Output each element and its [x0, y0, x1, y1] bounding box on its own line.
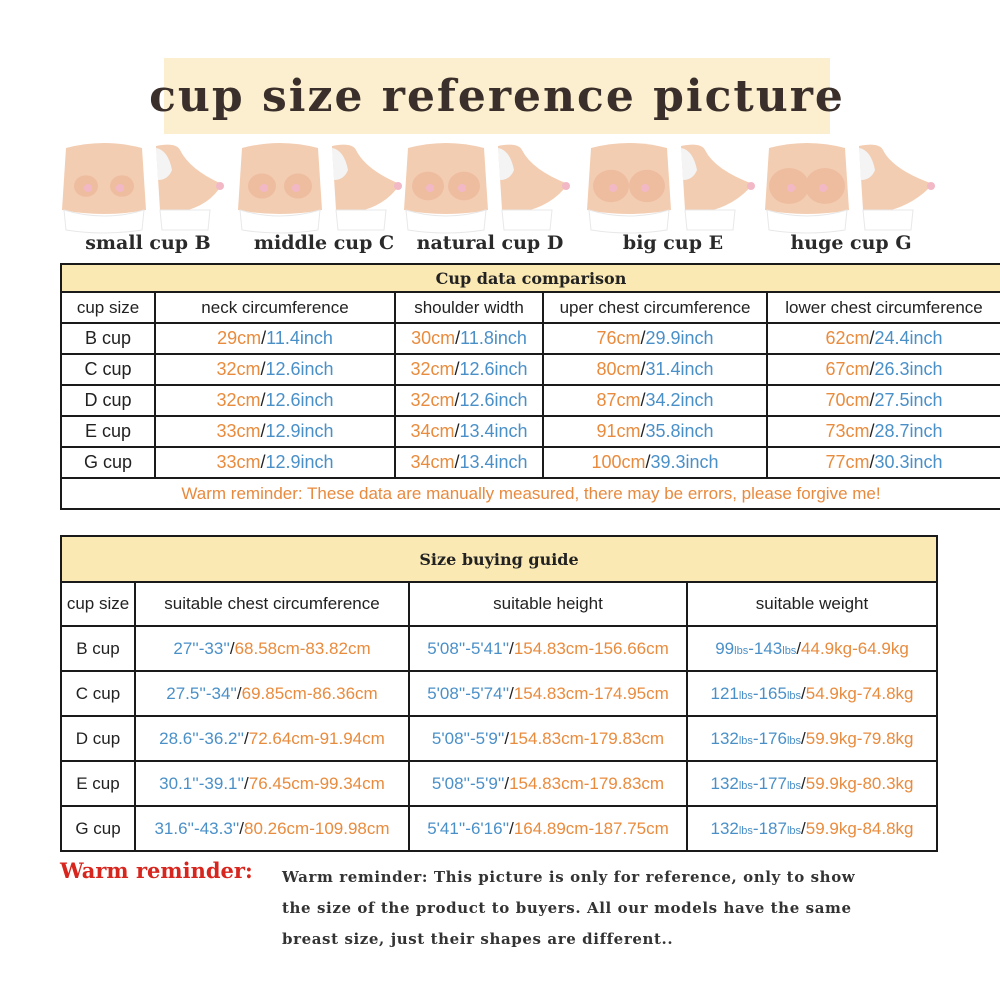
- cup-figure-g: [763, 140, 939, 260]
- cup-size-cell: B cup: [61, 626, 135, 671]
- cup-size-cell: C cup: [61, 671, 135, 716]
- cup-e-illustration: [585, 140, 761, 236]
- col-header-lower-chest: lower chest circumference: [767, 292, 1000, 323]
- neck-cell: 33cm/12.9inch: [155, 416, 395, 447]
- cup-d-illustration: [402, 140, 578, 236]
- table-row: [61, 416, 1000, 447]
- height-cell: 5'08''-5'9''/154.83cm-179.83cm: [409, 761, 687, 806]
- cup-label-e: big cup E: [622, 232, 724, 254]
- shoulder-cell: 34cm/13.4inch: [395, 416, 543, 447]
- lower-chest-cell: 70cm/27.5inch: [767, 385, 1000, 416]
- table-row: [61, 761, 937, 806]
- cup-figure-e: [585, 140, 761, 260]
- warm-reminder-line: the size of the product to buyers. All our models have the same: [282, 899, 852, 917]
- cup-label-g: huge cup G: [790, 232, 912, 254]
- col-header-chest: suitable chest circumference: [135, 582, 409, 626]
- chest-cell: 30.1''-39.1''/76.45cm-99.34cm: [135, 761, 409, 806]
- col-header-neck: neck circumference: [155, 292, 395, 323]
- warm-reminder-line: breast size, just their shapes are different..: [282, 930, 674, 948]
- guide-title: Size buying guide: [61, 536, 937, 582]
- col-header-cup-size: cup size: [61, 292, 155, 323]
- weight-cell: 132lbs-187lbs/59.9kg-84.8kg: [687, 806, 937, 851]
- cup-size-cell: B cup: [61, 323, 155, 354]
- cup-size-cell: D cup: [61, 716, 135, 761]
- col-header-upper-chest: uper chest circumference: [543, 292, 767, 323]
- cup-label-c: middle cup C: [253, 232, 395, 254]
- comparison-reminder: Warm reminder: These data are manually measured, there may be errors, please forgive me!: [61, 478, 1000, 509]
- cup-size-cell: E cup: [61, 416, 155, 447]
- col-header-shoulder: shoulder width: [395, 292, 543, 323]
- size-buying-guide-table: [60, 535, 938, 852]
- weight-cell: 99lbs-143lbs/44.9kg-64.9kg: [687, 626, 937, 671]
- comparison-title: Cup data comparison: [61, 264, 1000, 292]
- cup-label-b: small cup B: [85, 232, 211, 254]
- weight-cell: 121lbs-165lbs/54.9kg-74.8kg: [687, 671, 937, 716]
- table-row: [61, 806, 937, 851]
- cup-figures-row: [60, 140, 940, 260]
- height-cell: 5'08''-5'41''/154.83cm-156.66cm: [409, 626, 687, 671]
- weight-cell: 132lbs-177lbs/59.9kg-80.3kg: [687, 761, 937, 806]
- upper-chest-cell: 76cm/29.9inch: [543, 323, 767, 354]
- table-row: [61, 385, 1000, 416]
- warm-reminder-label: Warm reminder:: [60, 858, 253, 883]
- cup-label-d: natural cup D: [416, 232, 564, 254]
- lower-chest-cell: 67cm/26.3inch: [767, 354, 1000, 385]
- chest-cell: 27''-33''/68.58cm-83.82cm: [135, 626, 409, 671]
- shoulder-cell: 34cm/13.4inch: [395, 447, 543, 478]
- cup-figure-d: [402, 140, 578, 260]
- upper-chest-cell: 80cm/31.4inch: [543, 354, 767, 385]
- cup-size-cell: E cup: [61, 761, 135, 806]
- table-row: [61, 447, 1000, 478]
- cup-size-cell: D cup: [61, 385, 155, 416]
- warm-reminder-text: [282, 862, 962, 955]
- cup-figure-b: [60, 140, 236, 260]
- page-title: cup size reference picture: [149, 70, 845, 122]
- warm-reminder-line: Warm reminder: This picture is only for reference, only to show: [282, 868, 856, 886]
- shoulder-cell: 30cm/11.8inch: [395, 323, 543, 354]
- title-banner: [149, 58, 845, 134]
- table-row: [61, 716, 937, 761]
- shoulder-cell: 32cm/12.6inch: [395, 354, 543, 385]
- cup-c-illustration: [236, 140, 412, 236]
- upper-chest-cell: 91cm/35.8inch: [543, 416, 767, 447]
- chest-cell: 28.6''-36.2''/72.64cm-91.94cm: [135, 716, 409, 761]
- neck-cell: 32cm/12.6inch: [155, 385, 395, 416]
- neck-cell: 33cm/12.9inch: [155, 447, 395, 478]
- upper-chest-cell: 100cm/39.3inch: [543, 447, 767, 478]
- height-cell: 5'41''-6'16''/164.89cm-187.75cm: [409, 806, 687, 851]
- neck-cell: 32cm/12.6inch: [155, 354, 395, 385]
- col-header-weight: suitable weight: [687, 582, 937, 626]
- height-cell: 5'08''-5'9''/154.83cm-179.83cm: [409, 716, 687, 761]
- col-header-cup-size: cup size: [61, 582, 135, 626]
- chest-cell: 27.5''-34''/69.85cm-86.36cm: [135, 671, 409, 716]
- cup-size-cell: G cup: [61, 806, 135, 851]
- cup-b-illustration: [60, 140, 236, 236]
- shoulder-cell: 32cm/12.6inch: [395, 385, 543, 416]
- table-row: [61, 323, 1000, 354]
- cup-figure-c: [236, 140, 412, 260]
- upper-chest-cell: 87cm/34.2inch: [543, 385, 767, 416]
- lower-chest-cell: 77cm/30.3inch: [767, 447, 1000, 478]
- chest-cell: 31.6''-43.3''/80.26cm-109.98cm: [135, 806, 409, 851]
- weight-cell: 132lbs-176lbs/59.9kg-79.8kg: [687, 716, 937, 761]
- table-row: [61, 354, 1000, 385]
- table-row: [61, 626, 937, 671]
- cup-g-illustration: [763, 140, 939, 236]
- height-cell: 5'08''-5'74''/154.83cm-174.95cm: [409, 671, 687, 716]
- neck-cell: 29cm/11.4inch: [155, 323, 395, 354]
- cup-data-comparison-table: [60, 263, 1000, 510]
- cup-size-cell: C cup: [61, 354, 155, 385]
- cup-size-cell: G cup: [61, 447, 155, 478]
- col-header-height: suitable height: [409, 582, 687, 626]
- table-row: [61, 671, 937, 716]
- lower-chest-cell: 62cm/24.4inch: [767, 323, 1000, 354]
- lower-chest-cell: 73cm/28.7inch: [767, 416, 1000, 447]
